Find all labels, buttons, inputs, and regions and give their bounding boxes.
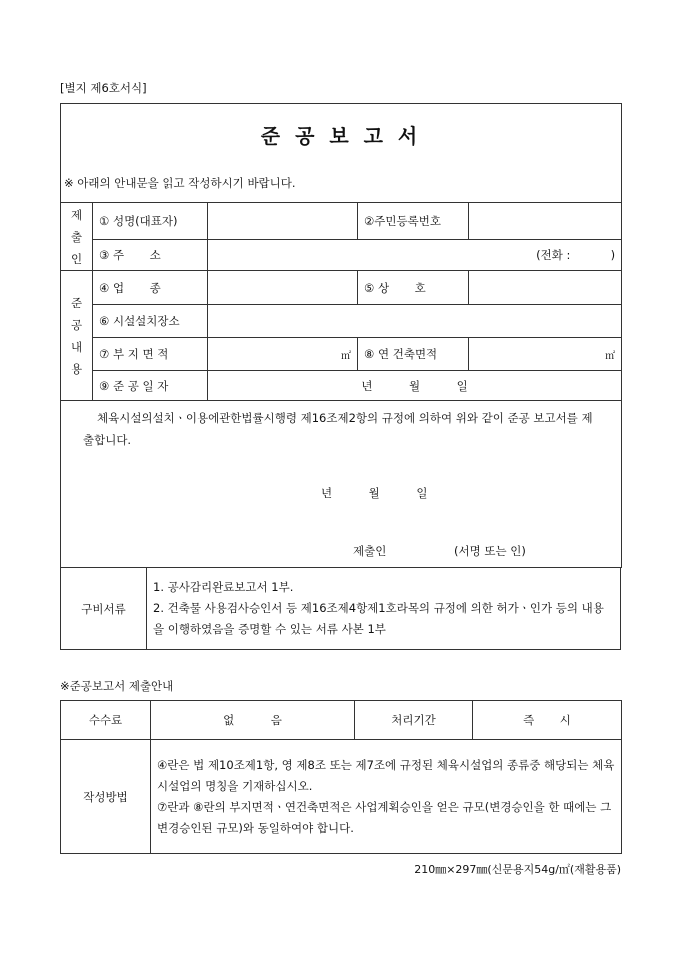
resident-no-field[interactable]	[469, 203, 622, 240]
address-field[interactable]	[208, 240, 622, 271]
declaration-text: 체육시설의설치ㆍ이용에관한법률시행령 제16조제2항의 규정에 의하여 위와 같이 준공 보고서를 제출합니다.	[83, 411, 593, 447]
phone-label: (전화 : )	[536, 248, 616, 262]
report-form	[60, 103, 622, 568]
business-type-label: ④ 업 종	[93, 271, 208, 305]
method-line: ④란은 법 제10조제1항, 영 제8조 또는 제7조에 규정된 체육시설업의 종류중 해당되는 체육시설업의 명칭을 기재하십시오.	[157, 757, 615, 793]
required-doc-item: 1. 공사감리완료보고서 1부.	[153, 580, 294, 594]
site-area-label: ⑦ 부 지 면 적	[93, 338, 208, 371]
floor-area-unit: ㎡	[605, 350, 616, 362]
form-label: [별지 제6호서식]	[60, 81, 147, 95]
completion-date-field[interactable]: 년 월 일	[208, 371, 622, 401]
declaration-date: 년 월 일	[321, 486, 428, 500]
method-label: 작성방법	[61, 740, 151, 854]
address-label: ③ 주 소	[93, 240, 208, 271]
period-value: 즉 시	[473, 701, 622, 740]
name-label: ① 성명(대표자)	[93, 203, 208, 240]
notice: ※ 아래의 안내문을 읽고 작성하시기 바랍니다.	[64, 176, 296, 190]
facility-location-label: ⑥ 시설설치장소	[93, 305, 208, 338]
business-type-field[interactable]	[208, 271, 358, 305]
required-docs-label: 구비서류	[61, 568, 147, 650]
submitter-label: 제출인	[353, 544, 387, 558]
site-area-unit: ㎡	[341, 350, 351, 362]
period-label: 처리기간	[355, 701, 473, 740]
floor-area-label: ⑧ 연 건축면적	[358, 338, 469, 371]
signature-label: (서명 또는 인)	[454, 544, 526, 558]
method-line: ⑦란과 ⑧란의 부지면적ㆍ연건축면적은 사업계획승인을 얻은 규모(변경승인을 한 때에는 그 변경승인된 규모)와 동일하여야 합니다.	[157, 799, 612, 835]
applicant-group-label: 제 출 인	[61, 203, 93, 271]
required-doc-item: 2. 건축물 사용검사승인서 등 제16조제4항제1호라목의 규정에 의한 허가ㆍ인가 등의 내용을 이행하였음을 증명할 수 있는 서류 사본 1부	[153, 601, 604, 636]
trade-name-label: ⑤ 상 호	[358, 271, 469, 305]
required-docs-table	[60, 567, 621, 650]
completion-group-label: 준 공 내 용	[61, 271, 93, 401]
site-area-field[interactable]	[208, 338, 358, 371]
floor-area-field[interactable]	[469, 338, 622, 371]
guide-heading: ※준공보고서 제출안내	[60, 679, 174, 693]
paper-spec-footer: 210㎜×297㎜(신문용지54g/㎡(재활용품)	[414, 863, 621, 876]
facility-location-field[interactable]	[208, 305, 622, 338]
guide-table	[60, 700, 622, 854]
fee-value: 없 음	[151, 701, 355, 740]
fee-label: 수수료	[61, 701, 151, 740]
completion-date-label: ⑨ 준 공 일 자	[93, 371, 208, 401]
page-title: 준 공 보 고 서	[260, 124, 422, 148]
trade-name-field[interactable]	[469, 271, 622, 305]
name-field[interactable]	[208, 203, 358, 240]
resident-no-label: ②주민등록번호	[358, 203, 469, 240]
